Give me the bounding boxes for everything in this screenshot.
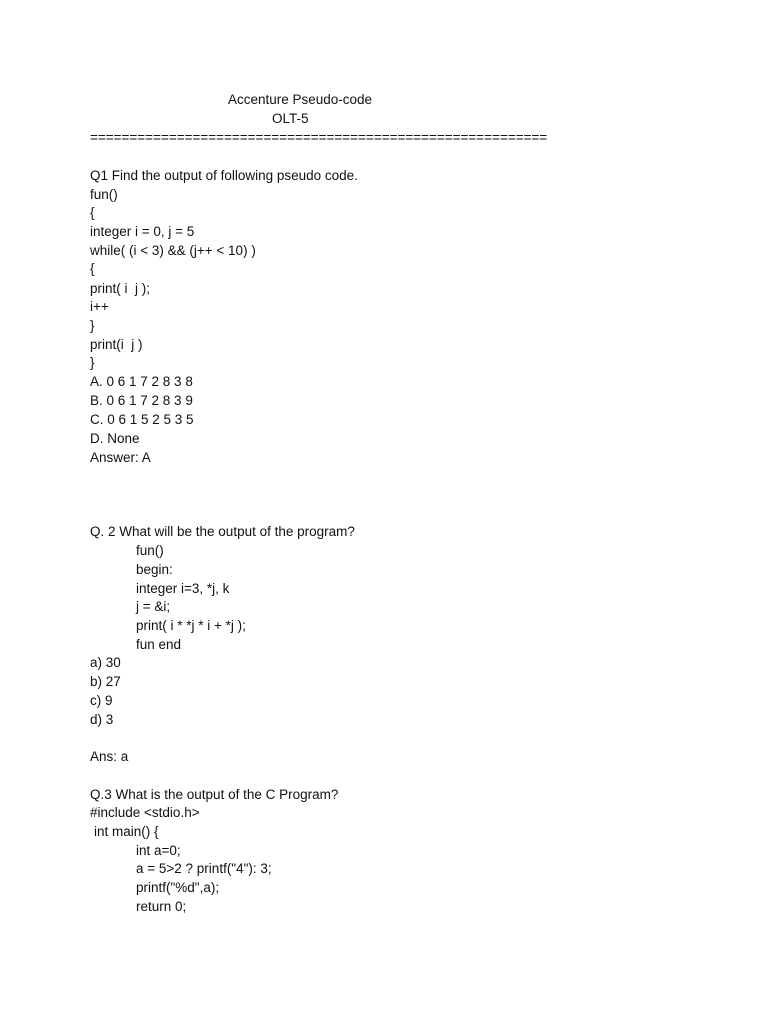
document-subtitle: OLT-5 [272,111,309,126]
q2-code-line: integer i=3, *j, k [136,581,230,596]
q2-code-line: j = &i; [136,599,171,614]
q2-option-d: d) 3 [90,712,114,727]
q2-code-line: fun end [136,637,182,652]
q2-option-a: a) 30 [90,655,121,670]
q2-code-line: print( i * *j * i + *j ); [136,618,246,633]
q1-option-a: A. 0 6 1 7 2 8 3 8 [90,374,193,389]
q1-option-c: C. 0 6 1 5 2 5 3 5 [90,412,194,427]
q1-code-line: } [90,355,95,370]
q3-code-line: a = 5>2 ? printf("4"): 3; [136,861,272,876]
q1-code-line: integer i = 0, j = 5 [90,224,195,239]
q3-code-line: printf("%d",a); [136,880,220,895]
q2-option-c: c) 9 [90,693,113,708]
q1-option-d: D. None [90,431,140,446]
q2-code-line: begin: [136,562,173,577]
q1-code-line: } [90,318,95,333]
q1-answer: Answer: A [90,450,151,465]
header-rule: ========================================================== [90,130,548,145]
q3-code-line: int a=0; [136,843,181,858]
q3-main-line: int main() { [94,824,159,839]
q1-option-b: B. 0 6 1 7 2 8 3 9 [90,393,193,408]
q1-question: Q1 Find the output of following pseudo code. [90,168,358,183]
q1-code-line: i++ [90,299,109,314]
q2-option-b: b) 27 [90,674,121,689]
q3-code-line: return 0; [136,899,187,914]
q2-answer: Ans: a [90,749,129,764]
q1-code-line: while( (i < 3) && (j++ < 10) ) [90,243,256,258]
q3-include-line: #include <stdio.h> [90,805,200,820]
q2-question: Q. 2 What will be the output of the program? [90,524,355,539]
q3-question: Q.3 What is the output of the C Program? [90,787,339,802]
q2-code-line: fun() [136,543,164,558]
q1-code-line: print( i j ); [90,281,151,296]
q1-code-line: { [90,261,95,276]
document-title: Accenture Pseudo-code [227,92,373,107]
q1-code-line: print(i j ) [90,337,143,352]
q1-code-line: { [90,205,95,220]
q1-code-line: fun() [90,187,118,202]
